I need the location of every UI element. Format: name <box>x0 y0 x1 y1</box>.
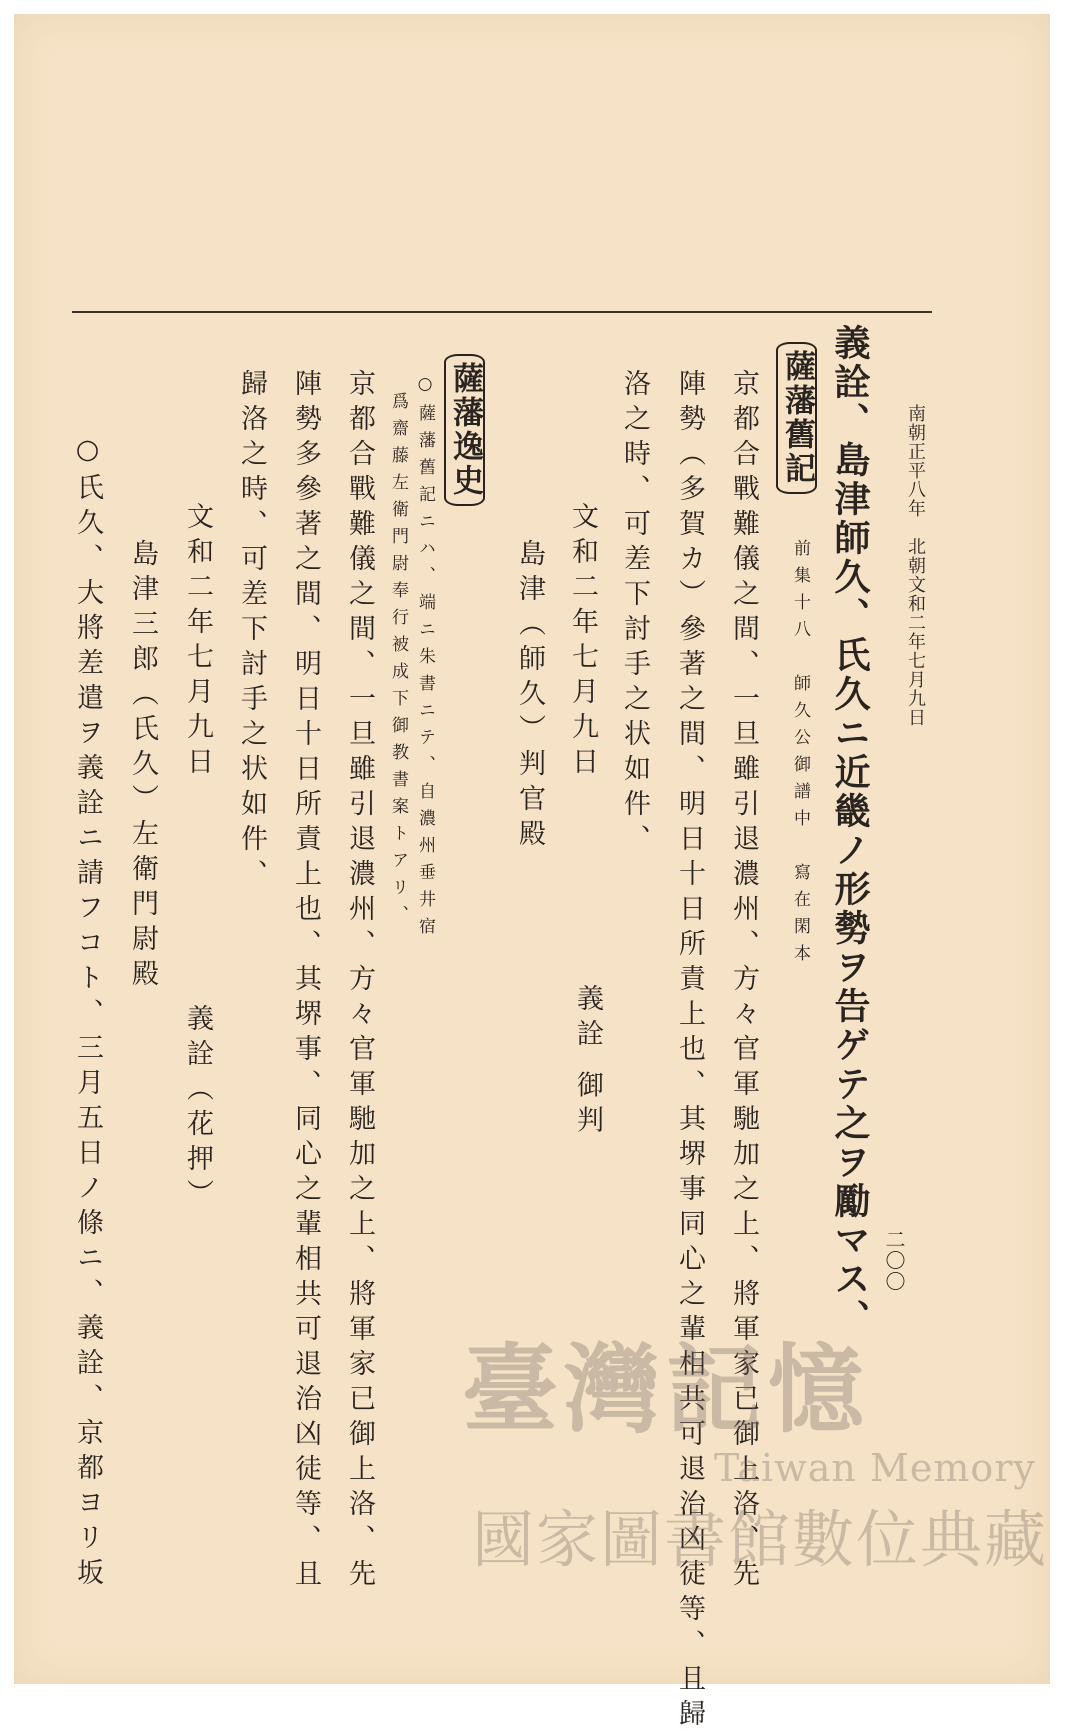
doc2-addressee: 島津三郎（氏久）左衛門尉殿 <box>127 539 158 994</box>
doc2-line-3: 歸洛之時、可差下討手之状如件、 <box>236 369 267 894</box>
doc2-note-2: 爲齋藤左衛門尉奉行被成下御教書案トアリ、 <box>388 392 408 932</box>
document-page <box>14 14 1050 1734</box>
source-label-satsuhan-itsushi: 薩藩逸史 <box>444 354 485 506</box>
page-number: 二〇〇 <box>882 1229 906 1292</box>
doc2-line-1: 京都合戰難儀之間、一旦雖引退濃州、方々官軍馳加之上、將軍家已御上洛、先 <box>344 369 375 1594</box>
doc1-addressee: 島津（師久）判官殿 <box>514 539 545 854</box>
header-rule <box>72 311 932 313</box>
doc3-line: ○氏久、大將差遣ヲ義詮ニ請フコト、三月五日ノ條ニ、義詮、京都ヨリ坂 <box>72 434 103 1593</box>
watermark-calligraphy: 臺灣記憶 <box>462 1334 870 1446</box>
doc2-signature: 義詮（花押） <box>182 1004 213 1214</box>
document-title: 義詮、島津師久、氏久ニ近畿ノ形勢ヲ告ゲテ之ヲ勵マス、 <box>829 324 871 1338</box>
source-label-satsuhan-kyuki: 薩藩舊記 <box>776 342 817 494</box>
watermark-organization: 國家圖書館數位典藏 <box>472 1503 1049 1576</box>
source-note: 前集十八 師久公御譜中 寫在閑本 <box>790 539 810 971</box>
doc1-date: 文和二年七月九日 <box>567 502 598 782</box>
date-header: 南朝正平八年 北朝文和二年七月九日 <box>905 404 926 727</box>
doc2-line-2: 陣勢多參著之間、明日十日所責上也、其堺事、同心之輩相共可退治凶徒等、且 <box>290 369 321 1594</box>
doc2-note-1: ○薩藩舊記ニハ、端ニ朱書ニテ、自濃州垂井宿 <box>415 374 435 944</box>
doc1-signature: 義詮 御判 <box>572 984 603 1141</box>
doc1-line-2: 陣勢（多賀カ）參著之間、明日十日所責上也、其堺事同心之輩相共可退治凶徒等、且歸 <box>674 369 705 1734</box>
doc2-date: 文和二年七月九日 <box>182 502 213 782</box>
watermark-english: Taiwan Memory <box>714 1446 1036 1490</box>
doc1-line-3: 洛之時、可差下討手之状如件、 <box>619 369 650 859</box>
doc1-line-1: 京都合戰難儀之間、一旦雖引退濃州、方々官軍馳加之上、將軍家已御上洛、先 <box>728 369 759 1594</box>
